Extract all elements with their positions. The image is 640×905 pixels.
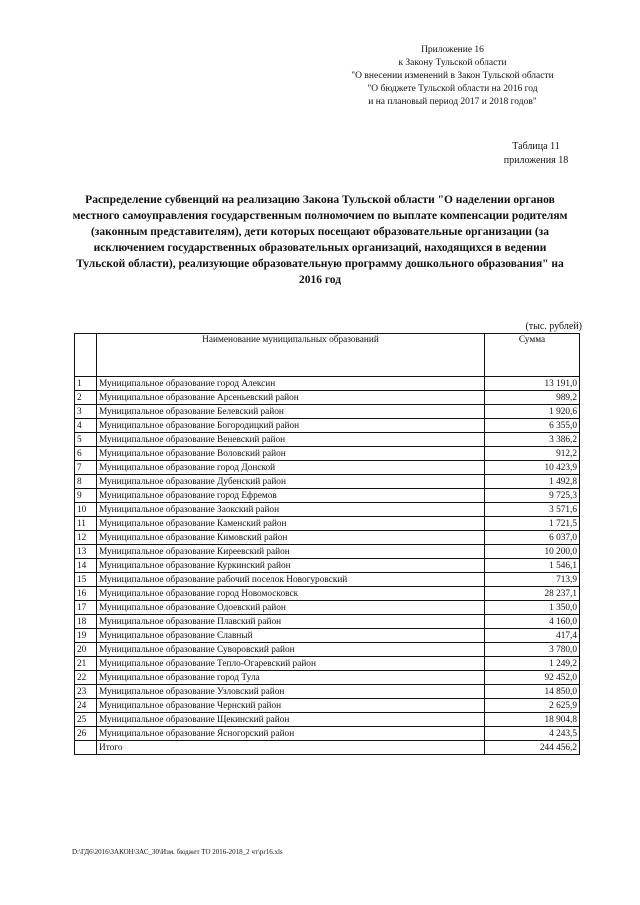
units-label: (тыс. рублей)	[525, 321, 582, 332]
row-name: Муниципальное образование город Новомосковск	[97, 587, 485, 601]
table-row	[75, 699, 580, 713]
table-row	[75, 559, 580, 573]
total-label: Итого	[97, 741, 485, 755]
row-name: Муниципальное образование Плавский район	[97, 615, 485, 629]
row-name: Муниципальное образование Щекинский район	[97, 713, 485, 727]
table-row	[75, 377, 580, 391]
table-row	[75, 713, 580, 727]
row-name: Муниципальное образование Белевский район	[97, 405, 485, 419]
row-name: Муниципальное образование Воловский район	[97, 447, 485, 461]
table-row	[75, 671, 580, 685]
header-name: Наименование муниципальных образований	[97, 334, 485, 377]
document-title: Распределение субвенций на реализацию Закона Тульской области "О наделении органов местного самоуправления государственным полномочием по выплате компенсации родителям (законным представителям), дети которых посещают образовательные организации (за исключением государственных образовательных организаций, находящихся в ведении Тульской области), реализующие образовательную программу дошкольного образования" на 2016 год	[72, 194, 568, 286]
row-name: Муниципальное образование Ясногорский район	[97, 727, 485, 741]
row-name: Муниципальное образование Узловский район	[97, 685, 485, 699]
row-name: Муниципальное образование рабочий поселок Новогуровский	[97, 573, 485, 587]
table-row	[75, 489, 580, 503]
row-sum: 3 780,0	[485, 643, 580, 657]
appendix-line: к Закону Тульской области	[398, 58, 507, 68]
table-row	[75, 601, 580, 615]
appendix-line: "О бюджете Тульской области на 2016 год	[367, 84, 538, 94]
table-row	[75, 405, 580, 419]
row-number: 2	[75, 391, 97, 405]
row-number: 19	[75, 629, 97, 643]
row-number: 9	[75, 489, 97, 503]
row-number: 12	[75, 531, 97, 545]
row-sum: 417,4	[485, 629, 580, 643]
row-name: Муниципальное образование Каменский район	[97, 517, 485, 531]
row-number: 8	[75, 475, 97, 489]
row-number: 13	[75, 545, 97, 559]
table-row	[75, 475, 580, 489]
appendix-line: и на плановый период 2017 и 2018 годов"	[368, 97, 537, 107]
row-number: 18	[75, 615, 97, 629]
row-sum: 28 237,1	[485, 587, 580, 601]
total-row	[75, 741, 580, 755]
table-row	[75, 461, 580, 475]
table-note	[486, 140, 586, 168]
row-number: 4	[75, 419, 97, 433]
row-number: 5	[75, 433, 97, 447]
file-path-footer: D:\ГД6\2016\ЗАКОН\ЗАС_30\Изм. бюджет ТО 2016-2018_2 чт\pr16.xls	[72, 848, 283, 856]
table-row	[75, 545, 580, 559]
row-number: 11	[75, 517, 97, 531]
row-sum: 14 850,0	[485, 685, 580, 699]
row-name: Муниципальное образование Кимовский район	[97, 531, 485, 545]
table-row	[75, 587, 580, 601]
row-sum: 912,2	[485, 447, 580, 461]
row-name: Муниципальное образование Заокский район	[97, 503, 485, 517]
row-sum: 4 243,5	[485, 727, 580, 741]
table-row	[75, 531, 580, 545]
row-name: Муниципальное образование город Ефремов	[97, 489, 485, 503]
row-number: 21	[75, 657, 97, 671]
row-number: 24	[75, 699, 97, 713]
row-sum: 6 037,0	[485, 531, 580, 545]
row-sum: 1 492,8	[485, 475, 580, 489]
row-sum: 13 191,0	[485, 377, 580, 391]
row-sum: 2 625,9	[485, 699, 580, 713]
table-row	[75, 657, 580, 671]
total-sum: 244 456,2	[485, 741, 580, 755]
table-row	[75, 447, 580, 461]
row-number: 14	[75, 559, 97, 573]
table-row	[75, 419, 580, 433]
subsidy-table	[74, 333, 580, 755]
appendix-line: Приложение 16	[421, 45, 484, 55]
row-sum: 1 249,2	[485, 657, 580, 671]
total-number	[75, 741, 97, 755]
row-number: 25	[75, 713, 97, 727]
appendix-header	[300, 44, 605, 109]
row-name: Муниципальное образование Суворовский район	[97, 643, 485, 657]
table-row	[75, 433, 580, 447]
table-number: Таблица 11	[512, 141, 560, 152]
row-number: 15	[75, 573, 97, 587]
table-row	[75, 615, 580, 629]
table-appendix-ref: приложения 18	[503, 155, 569, 166]
row-name: Муниципальное образование город Тула	[97, 671, 485, 685]
row-name: Муниципальное образование Одоевский район	[97, 601, 485, 615]
row-sum: 4 160,0	[485, 615, 580, 629]
row-sum: 1 920,6	[485, 405, 580, 419]
row-name: Муниципальное образование город Донской	[97, 461, 485, 475]
row-sum: 10 200,0	[485, 545, 580, 559]
header-sum: Сумма	[485, 334, 580, 377]
appendix-line: "О внесении изменений в Закон Тульской области	[351, 71, 554, 81]
table-row	[75, 391, 580, 405]
row-name: Муниципальное образование город Алексин	[97, 377, 485, 391]
row-sum: 1 350,0	[485, 601, 580, 615]
row-name: Муниципальное образование Куркинский район	[97, 559, 485, 573]
row-number: 7	[75, 461, 97, 475]
row-number: 17	[75, 601, 97, 615]
row-number: 23	[75, 685, 97, 699]
row-number: 10	[75, 503, 97, 517]
row-sum: 989,2	[485, 391, 580, 405]
row-sum: 713,9	[485, 573, 580, 587]
row-sum: 1 721,5	[485, 517, 580, 531]
row-name: Муниципальное образование Дубенский район	[97, 475, 485, 489]
row-number: 22	[75, 671, 97, 685]
row-sum: 1 546,1	[485, 559, 580, 573]
row-sum: 10 423,9	[485, 461, 580, 475]
row-sum: 3 571,6	[485, 503, 580, 517]
row-name: Муниципальное образование Арсеньевский район	[97, 391, 485, 405]
row-sum: 3 386,2	[485, 433, 580, 447]
header-number	[75, 334, 97, 377]
row-name: Муниципальное образование Киреевский район	[97, 545, 485, 559]
row-name: Муниципальное образование Чернский район	[97, 699, 485, 713]
row-name: Муниципальное образование Тепло-Огаревский район	[97, 657, 485, 671]
table-row	[75, 727, 580, 741]
row-sum: 9 725,3	[485, 489, 580, 503]
table-row	[75, 573, 580, 587]
row-number: 26	[75, 727, 97, 741]
row-sum: 18 904,8	[485, 713, 580, 727]
row-number: 3	[75, 405, 97, 419]
row-sum: 92 452,0	[485, 671, 580, 685]
table-row	[75, 685, 580, 699]
row-name: Муниципальное образование Веневский район	[97, 433, 485, 447]
row-number: 16	[75, 587, 97, 601]
table-row	[75, 643, 580, 657]
table-row	[75, 517, 580, 531]
row-sum: 6 355,0	[485, 419, 580, 433]
row-name: Муниципальное образование Богородицкий район	[97, 419, 485, 433]
row-number: 6	[75, 447, 97, 461]
table-row	[75, 629, 580, 643]
row-number: 1	[75, 377, 97, 391]
table-row	[75, 503, 580, 517]
table-header-row	[75, 334, 580, 377]
row-number: 20	[75, 643, 97, 657]
row-name: Муниципальное образование Славный	[97, 629, 485, 643]
